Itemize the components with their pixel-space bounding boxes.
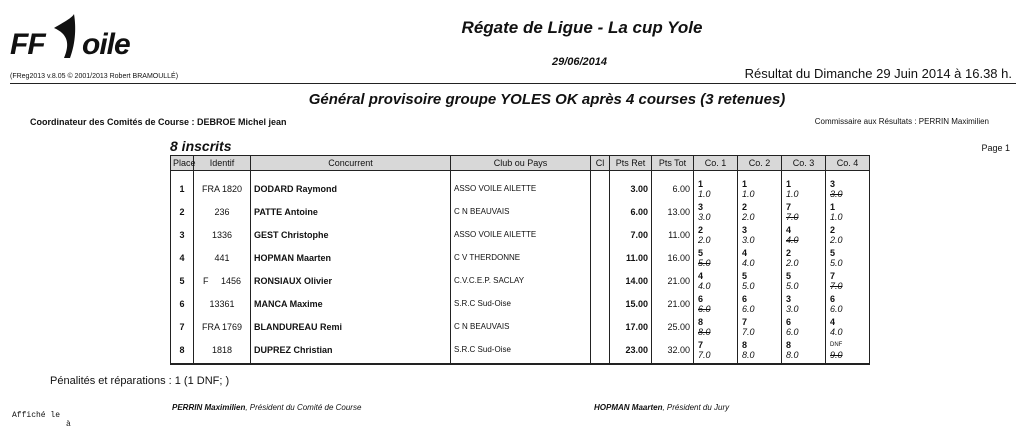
race-rank: 2 [742, 201, 748, 212]
race-rank: 6 [698, 293, 704, 304]
cell-cl [591, 223, 610, 246]
race-points-discarded: 3.0 [830, 188, 843, 199]
race-points-discarded: 6.0 [698, 303, 711, 314]
page-title: Régate de Ligue - La cup Yole [461, 18, 703, 37]
header-cl: Cl [591, 156, 610, 171]
signature-jury [594, 403, 729, 412]
posted-at-label: à [66, 420, 71, 429]
race-points: 8.0 [742, 349, 755, 360]
cell-co3 [782, 292, 826, 315]
race-points: 3.0 [698, 211, 711, 222]
cell-pts-ret: 15.00 [610, 292, 652, 315]
posted-label: Affiché le [12, 411, 61, 420]
race-rank: DNF [830, 341, 843, 348]
cell-place: 2 [171, 200, 194, 223]
cell-ident: 13361 [194, 292, 251, 315]
race-rank: 2 [786, 247, 792, 258]
cell-co4 [826, 292, 870, 315]
header-pts-ret: Pts Ret [610, 156, 652, 171]
race-points: 5.0 [830, 257, 843, 268]
cell-co1 [694, 223, 738, 246]
cell-co1 [694, 171, 738, 201]
committee-president-name: PERRIN Maximilien [172, 403, 246, 412]
cell-co4 [826, 171, 870, 201]
cell-pts-ret: 11.00 [610, 246, 652, 269]
race-rank: 4 [698, 270, 704, 281]
cell-co4 [826, 200, 870, 223]
race-points: 1.0 [698, 188, 711, 199]
jury-president-role: , Président du Jury [662, 403, 730, 412]
header-pts-tot: Pts Tot [652, 156, 694, 171]
race-rank: 7 [742, 316, 748, 327]
race-points: 5.0 [742, 280, 755, 291]
race-points: 7.0 [698, 349, 711, 360]
penalties-summary: Pénalités et réparations : 1 (1 DNF; ) [50, 375, 230, 387]
header-club: Club ou Pays [451, 156, 591, 171]
race-rank: 1 [742, 178, 748, 189]
race-rank: 8 [786, 339, 792, 350]
cell-co2 [738, 223, 782, 246]
cell-co1 [694, 338, 738, 364]
jury-president-name: HOPMAN Maarten [594, 403, 663, 412]
race-points: 2.0 [830, 234, 843, 245]
race-points: 4.0 [742, 257, 755, 268]
cell-place: 8 [171, 338, 194, 364]
table-row [171, 292, 870, 315]
cell-ident: 441 [194, 246, 251, 269]
result-timestamp: Résultat du Dimanche 29 Juin 2014 à 16.38 h. [744, 66, 1012, 81]
header-place: Place [171, 156, 194, 171]
cell-co2 [738, 200, 782, 223]
race-rank: 3 [742, 224, 748, 235]
race-rank: 1 [830, 201, 836, 212]
race-rank: 5 [698, 247, 704, 258]
race-rank: 4 [742, 247, 748, 258]
header-divider [10, 83, 1016, 84]
cell-pts-ret: 7.00 [610, 223, 652, 246]
cell-co3 [782, 171, 826, 201]
cell-cl [591, 338, 610, 364]
race-rank: 3 [786, 293, 792, 304]
cell-club: C N BEAUVAIS [451, 315, 591, 338]
table-row [171, 171, 870, 201]
cell-place: 1 [171, 171, 194, 201]
cell-co3 [782, 269, 826, 292]
race-rank: 4 [786, 224, 792, 235]
cell-pts-tot: 16.00 [652, 246, 694, 269]
logo-prefix: FF [10, 28, 45, 61]
table-row [171, 315, 870, 338]
cell-club: ASSO VOILE AILETTE [451, 223, 591, 246]
cell-ident: 236 [194, 200, 251, 223]
race-rank: 1 [698, 178, 704, 189]
race-rank: 5 [830, 247, 836, 258]
cell-club: C V THERDONNE [451, 246, 591, 269]
cell-co2 [738, 269, 782, 292]
cell-co3 [782, 246, 826, 269]
race-rank: 7 [786, 201, 792, 212]
cell-pts-tot: 32.00 [652, 338, 694, 364]
cell-place: 6 [171, 292, 194, 315]
header-co1: Co. 1 [694, 156, 738, 171]
race-rank: 6 [830, 293, 836, 304]
race-rank: 4 [830, 316, 836, 327]
regatta-date: 29/06/2014 [551, 56, 608, 68]
race-points-discarded: 7.0 [830, 280, 843, 291]
cell-pts-tot: 11.00 [652, 223, 694, 246]
header-concurrent: Concurrent [251, 156, 451, 171]
cell-concurrent: PATTE Antoine [251, 200, 451, 223]
table-row [171, 338, 870, 364]
logo-suffix: oile [82, 28, 130, 61]
cell-ident: F 1456 [194, 269, 251, 292]
cell-ident: FRA 1820 [194, 171, 251, 201]
race-points: 3.0 [786, 303, 799, 314]
ranking-subtitle: Général provisoire groupe YOLES OK après 4 courses (3 retenues) [308, 91, 786, 108]
cell-co4 [826, 223, 870, 246]
header-co2: Co. 2 [738, 156, 782, 171]
race-points: 2.0 [786, 257, 799, 268]
cell-cl [591, 171, 610, 201]
cell-club: C N BEAUVAIS [451, 200, 591, 223]
cell-concurrent: BLANDUREAU Remi [251, 315, 451, 338]
cell-pts-tot: 25.00 [652, 315, 694, 338]
table-row [171, 200, 870, 223]
cell-pts-ret: 17.00 [610, 315, 652, 338]
cell-co1 [694, 200, 738, 223]
cell-pts-ret: 6.00 [610, 200, 652, 223]
cell-pts-tot: 21.00 [652, 292, 694, 315]
race-points: 2.0 [698, 234, 711, 245]
race-points: 4.0 [830, 326, 843, 337]
table-row [171, 269, 870, 292]
race-points: 6.0 [786, 326, 799, 337]
header-co4: Co. 4 [826, 156, 870, 171]
commissaire-line: Commissaire aux Résultats : PERRIN Maximilien [814, 117, 989, 126]
cell-co3 [782, 315, 826, 338]
cell-co4 [826, 338, 870, 364]
race-points: 8.0 [786, 349, 799, 360]
race-points: 2.0 [742, 211, 755, 222]
race-rank: 5 [742, 270, 748, 281]
cell-co2 [738, 171, 782, 201]
registrant-count: 8 inscrits [170, 138, 232, 154]
race-points: 4.0 [698, 280, 711, 291]
cell-pts-tot: 13.00 [652, 200, 694, 223]
coordinator-line: Coordinateur des Comités de Course : DEBROE Michel jean [30, 117, 287, 127]
race-points: 7.0 [742, 326, 755, 337]
race-points: 6.0 [742, 303, 755, 314]
cell-club: S.R.C Sud-Oise [451, 338, 591, 364]
race-rank: 6 [742, 293, 748, 304]
header-co3: Co. 3 [782, 156, 826, 171]
race-points: 1.0 [742, 188, 755, 199]
race-points-discarded: 8.0 [698, 326, 711, 337]
cell-co3 [782, 223, 826, 246]
cell-club: S.R.C Sud-Oise [451, 292, 591, 315]
cell-pts-ret: 23.00 [610, 338, 652, 364]
software-version: (FReg2013 v.8.05 © 2001/2013 Robert BRAMOULLÉ) [10, 73, 179, 80]
cell-co2 [738, 315, 782, 338]
table-header-row [171, 156, 870, 171]
table-row [171, 223, 870, 246]
cell-ident: FRA 1769 [194, 315, 251, 338]
race-rank: 2 [830, 224, 836, 235]
cell-co2 [738, 246, 782, 269]
posted-note [12, 411, 71, 429]
header-ident: Identif [194, 156, 251, 171]
race-points: 5.0 [786, 280, 799, 291]
cell-ident: 1336 [194, 223, 251, 246]
cell-ident: 1818 [194, 338, 251, 364]
cell-co4 [826, 269, 870, 292]
table-row [171, 246, 870, 269]
cell-co3 [782, 338, 826, 364]
race-points: 6.0 [830, 303, 843, 314]
cell-place: 7 [171, 315, 194, 338]
race-points-discarded: 9.0 [830, 349, 843, 360]
race-points: 1.0 [786, 188, 799, 199]
race-rank: 7 [698, 339, 704, 350]
results-table [170, 155, 870, 365]
cell-concurrent: MANCA Maxime [251, 292, 451, 315]
cell-club: ASSO VOILE AILETTE [451, 171, 591, 201]
cell-pts-tot: 21.00 [652, 269, 694, 292]
race-rank: 3 [830, 178, 836, 189]
committee-president-role: , Président du Comité de Course [245, 403, 362, 412]
cell-club: C.V.C.E.P. SACLAY [451, 269, 591, 292]
race-rank: 5 [786, 270, 792, 281]
race-rank: 8 [742, 339, 748, 350]
race-points-discarded: 5.0 [698, 257, 711, 268]
race-rank: 3 [698, 201, 704, 212]
cell-concurrent: RONSIAUX Olivier [251, 269, 451, 292]
race-rank: 8 [698, 316, 704, 327]
race-points-discarded: 7.0 [786, 211, 799, 222]
signature-committee [172, 403, 361, 412]
race-points: 1.0 [830, 211, 843, 222]
race-points-discarded: 4.0 [786, 234, 799, 245]
race-points: 3.0 [742, 234, 755, 245]
cell-co4 [826, 246, 870, 269]
cell-cl [591, 315, 610, 338]
cell-co2 [738, 338, 782, 364]
page-number: Page 1 [981, 143, 1010, 153]
race-rank: 2 [698, 224, 704, 235]
cell-pts-tot: 6.00 [652, 171, 694, 201]
cell-place: 5 [171, 269, 194, 292]
cell-place: 4 [171, 246, 194, 269]
cell-cl [591, 292, 610, 315]
cell-place: 3 [171, 223, 194, 246]
cell-co2 [738, 292, 782, 315]
cell-concurrent: DUPREZ Christian [251, 338, 451, 364]
cell-cl [591, 246, 610, 269]
cell-co4 [826, 315, 870, 338]
cell-pts-ret: 3.00 [610, 171, 652, 201]
race-rank: 1 [786, 178, 792, 189]
race-rank: 6 [786, 316, 792, 327]
cell-co3 [782, 200, 826, 223]
race-rank: 7 [830, 270, 836, 281]
cell-co1 [694, 292, 738, 315]
cell-co1 [694, 315, 738, 338]
cell-pts-ret: 14.00 [610, 269, 652, 292]
cell-co1 [694, 269, 738, 292]
cell-cl [591, 200, 610, 223]
cell-concurrent: GEST Christophe [251, 223, 451, 246]
cell-concurrent: HOPMAN Maarten [251, 246, 451, 269]
cell-co1 [694, 246, 738, 269]
cell-concurrent: DODARD Raymond [251, 171, 451, 201]
cell-cl [591, 269, 610, 292]
